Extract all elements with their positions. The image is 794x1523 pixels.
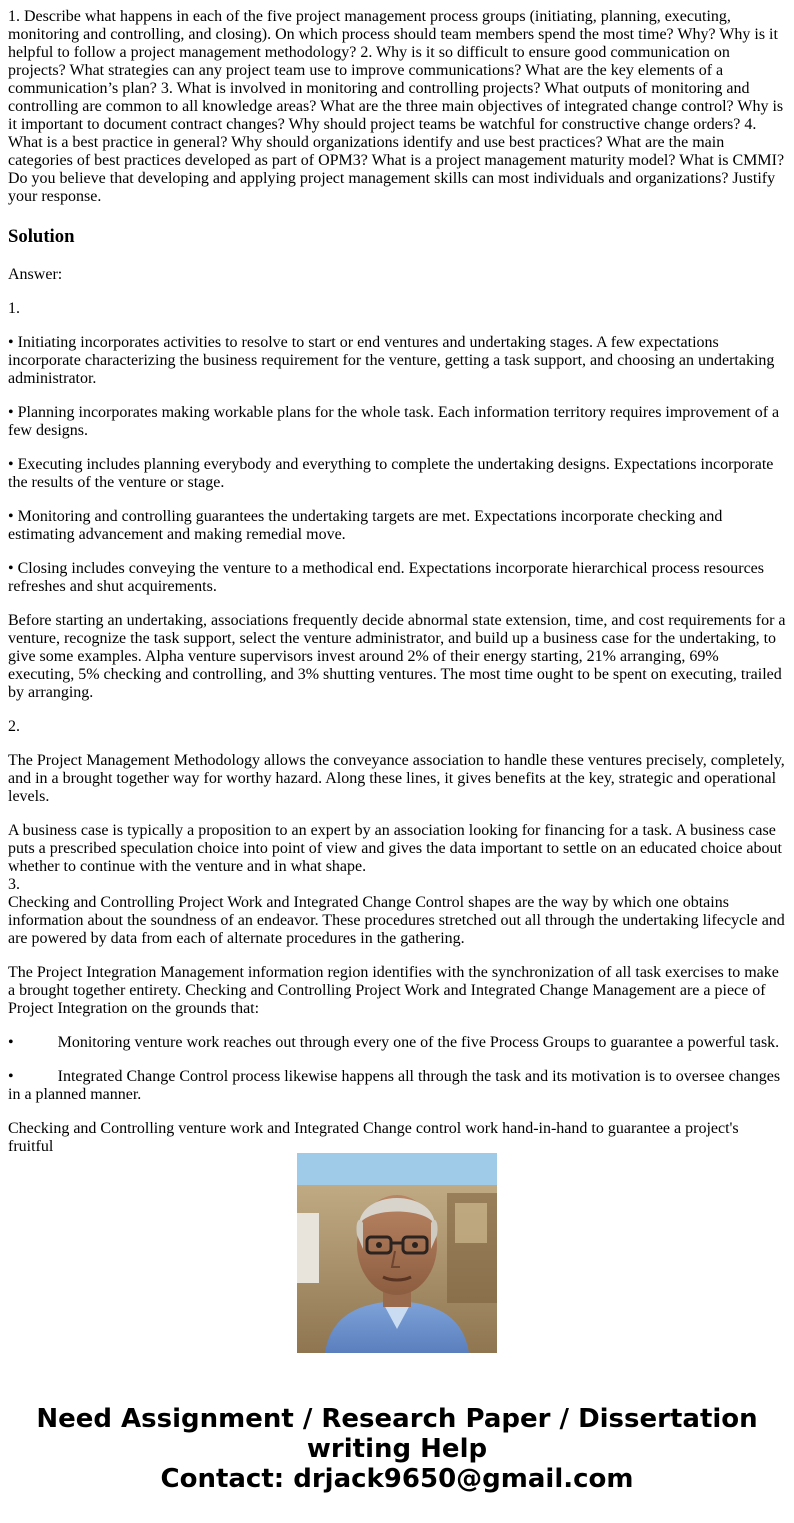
section-2-number: 2. xyxy=(8,718,20,735)
document-body xyxy=(8,8,786,1155)
answer-label: Answer: xyxy=(8,266,63,283)
bullet-text: Monitoring venture work reaches out through every one of the five Process Groups to guarantee a powerful task. xyxy=(57,1034,780,1051)
promo-headline: Need Assignment / Research Paper / Dissertation writing Help xyxy=(36,1404,758,1464)
section-1-paragraph: Before starting an undertaking, associations frequently decide abnormal state extension, time, and cost requirements for a venture, recognize the task support, select the venture administrator, and build up a business case for the undertaking, to give some examples. Alpha venture supervisors invest around 2% of their energy starting, 21% arranging, 69% executing, 5% checking and controlling, and 3% shutting ventures. The most time ought to be spent on executing, trailed by arranging. xyxy=(8,612,786,701)
bullet-closing: • Closing includes conveying the venture to a methodical end. Expectations incorporate hierarchical process resources refreshes and shut acquirements. xyxy=(8,560,765,595)
solution-heading: Solution xyxy=(8,226,75,247)
bullet-initiating: • Initiating incorporates activities to resolve to start or end ventures and undertaking stages. A few expectations incorporate characterizing the business requirement for the venture, getting a task support, and choosing an undertaking administrator. xyxy=(8,334,775,387)
section-3-paragraph-1: Checking and Controlling Project Work and Integrated Change Control shapes are the way by which one obtains information about the soundness of an endeavor. These procedures stretched out all through the undertaking lifecycle and are powered by data from each of alternate procedures in the gathering. xyxy=(8,894,785,947)
section-3-bullet-1 xyxy=(8,1034,786,1052)
section-2-paragraph-1: The Project Management Methodology allows the conveyance association to handle these ventures precisely, completely, and in a brought together way for worthy hazard. Along these lines, it gives benefits at the key, strategic and operational levels. xyxy=(8,752,785,805)
bullet-symbol: • xyxy=(8,1034,14,1051)
bullet-executing: • Executing includes planning everybody and everything to complete the undertaking designs. Expectations incorporate the results of the venture or stage. xyxy=(8,456,774,491)
section-1-number: 1. xyxy=(8,300,20,317)
tutor-portrait-image xyxy=(297,1153,497,1353)
avatar xyxy=(297,1153,497,1353)
section-3-cut-paragraph: Checking and Controlling venture work and Integrated Change control work hand-in-hand to guarantee a project's fruitful xyxy=(8,1120,739,1155)
section-3-paragraph-2: The Project Integration Management information region identifies with the synchronization of all task exercises to make a brought together entirety. Checking and Controlling Project Work and Integrated Change Management are a piece of Project Integration on the grounds that: xyxy=(8,964,779,1017)
promo-contact: Contact: drjack9650@gmail.com xyxy=(160,1464,634,1494)
bullet-symbol: • xyxy=(8,1068,14,1085)
section-3-number: 3. xyxy=(8,876,20,893)
bullet-monitoring: • Monitoring and controlling guarantees the undertaking targets are met. Expectations incorporate checking and estimating advancement and making remedial move. xyxy=(8,508,723,543)
bullet-planning: • Planning incorporates making workable plans for the whole task. Each information territory requires improvement of a few designs. xyxy=(8,404,780,439)
bullet-text: Integrated Change Control process likewise happens all through the task and its motivation is to oversee changes in a planned manner. xyxy=(8,1068,781,1103)
promo-banner xyxy=(0,1404,794,1494)
section-3-bullet-2 xyxy=(8,1068,786,1104)
section-2-paragraph-2: A business case is typically a proposition to an expert by an association looking for financing for a task. A business case puts a prescribed speculation choice into point of view and gives the data important to settle on an educated choice about whether to continue with the venture and in what shape. xyxy=(8,822,782,875)
question-text: 1. Describe what happens in each of the five project management process groups (initiating, planning, executing, monitoring and controlling, and closing). On which process should team members spend the most time? Why? Why is it helpful to follow a project management methodology? 2. Why is it so difficult to ensure good communication on projects? What strategies can any project team use to improve communications? What are the key elements of a communication’s plan? 3. What is involved in monitoring and controlling projects? What outputs of monitoring and controlling are common to all knowledge areas? What are the three main objectives of integrated change control? Why is it important to document contract changes? Why should project teams be watchful for constructive change orders? 4. What is a best practice in general? Why should organizations identify and use best practices? What are the main categories of best practices developed as part of OPM3? What is a project management maturity model? What is CMMI? Do you believe that developing and applying project management skills can most individuals and organizations? Justify your response. xyxy=(8,8,785,205)
